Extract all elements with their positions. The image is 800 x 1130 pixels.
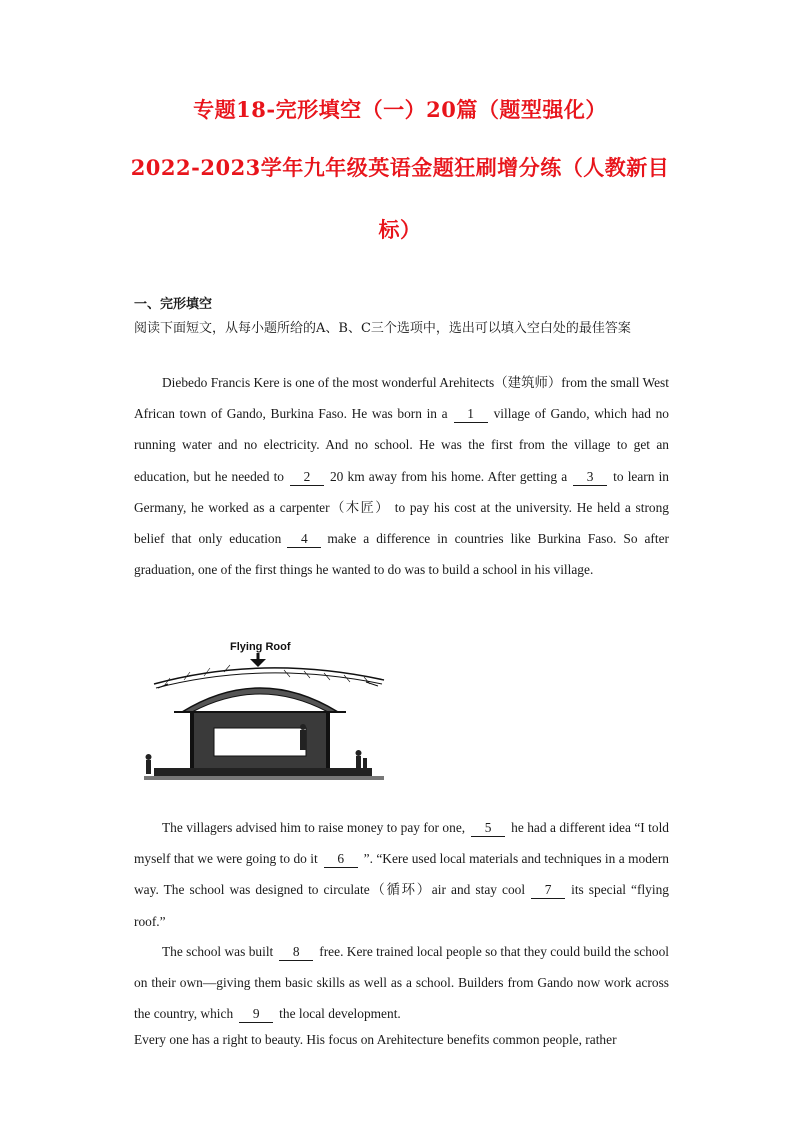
paragraph-3 [134, 936, 669, 1030]
text: 20 km away from his home. After getting a [329, 468, 568, 484]
text: he had a different idea “I told myself that we were going to do it [134, 820, 669, 867]
document-title-line-1: 专题18-完形填空（一）20篇（题型强化） [193, 97, 607, 122]
blank-3: 3 [573, 469, 607, 486]
text: ”. “Kere used local materials and techniques in a modern way. The school was designed to circulate（循环）air and stay cool [134, 851, 669, 898]
text: The villagers advised him to raise money to pay for one, [162, 820, 466, 835]
section-heading: 一、完形填空 [134, 297, 213, 312]
text: to learn in Germany, he worked as a carpenter（木匠） to pay his cost at the university. He held a strong belief that only education [134, 468, 670, 547]
blank-1: 1 [454, 406, 488, 423]
figure-label: Flying Roof [230, 641, 291, 653]
blank-8: 8 [279, 944, 313, 961]
blank-9: 9 [239, 1006, 273, 1023]
text: the local development. [279, 1006, 401, 1022]
document-title-line-2: 2022-2023学年九年级英语金题狂刷增分练（人教新目 [130, 155, 670, 180]
blank-4: 4 [287, 531, 321, 548]
text: The school was built [162, 944, 274, 959]
paragraph-1 [134, 367, 669, 585]
text: village of Gando, which had no running water and no electricity. And no school. He was the first from the village to get an education, but he needed to [134, 406, 669, 484]
flying-roof-illustration [134, 636, 394, 796]
text: free. Kere trained local people so that they could build the school on their own—giving them basic skills as well as a school. Builders from Gando now work across the country, which [134, 944, 669, 1022]
blank-6: 6 [324, 851, 358, 868]
blank-7: 7 [531, 882, 565, 899]
text: its special “flying roof.” [134, 882, 669, 929]
text: Diebedo Francis Kere is one of the most wonderful Arehitects（建筑师）from the small West African town of Gando, Burkina Faso. He was born in a [134, 375, 669, 422]
text: make a difference in countries like Burkina Faso. So after graduation, one of the first things he wanted to do was to build a school in his village. [134, 531, 670, 578]
section-instruction: 阅读下面短文，从每小题所给的A、B、C三个选项中，选出可以填入空白处的最佳答案 [134, 321, 631, 336]
paragraph-4: Every one has a right to beauty. His focus on Arehitecture benefits common people, rather [134, 1032, 617, 1047]
document-title-line-3: 标） [378, 217, 422, 242]
blank-2: 2 [290, 469, 324, 486]
blank-5: 5 [471, 820, 505, 837]
paragraph-2 [134, 812, 669, 937]
